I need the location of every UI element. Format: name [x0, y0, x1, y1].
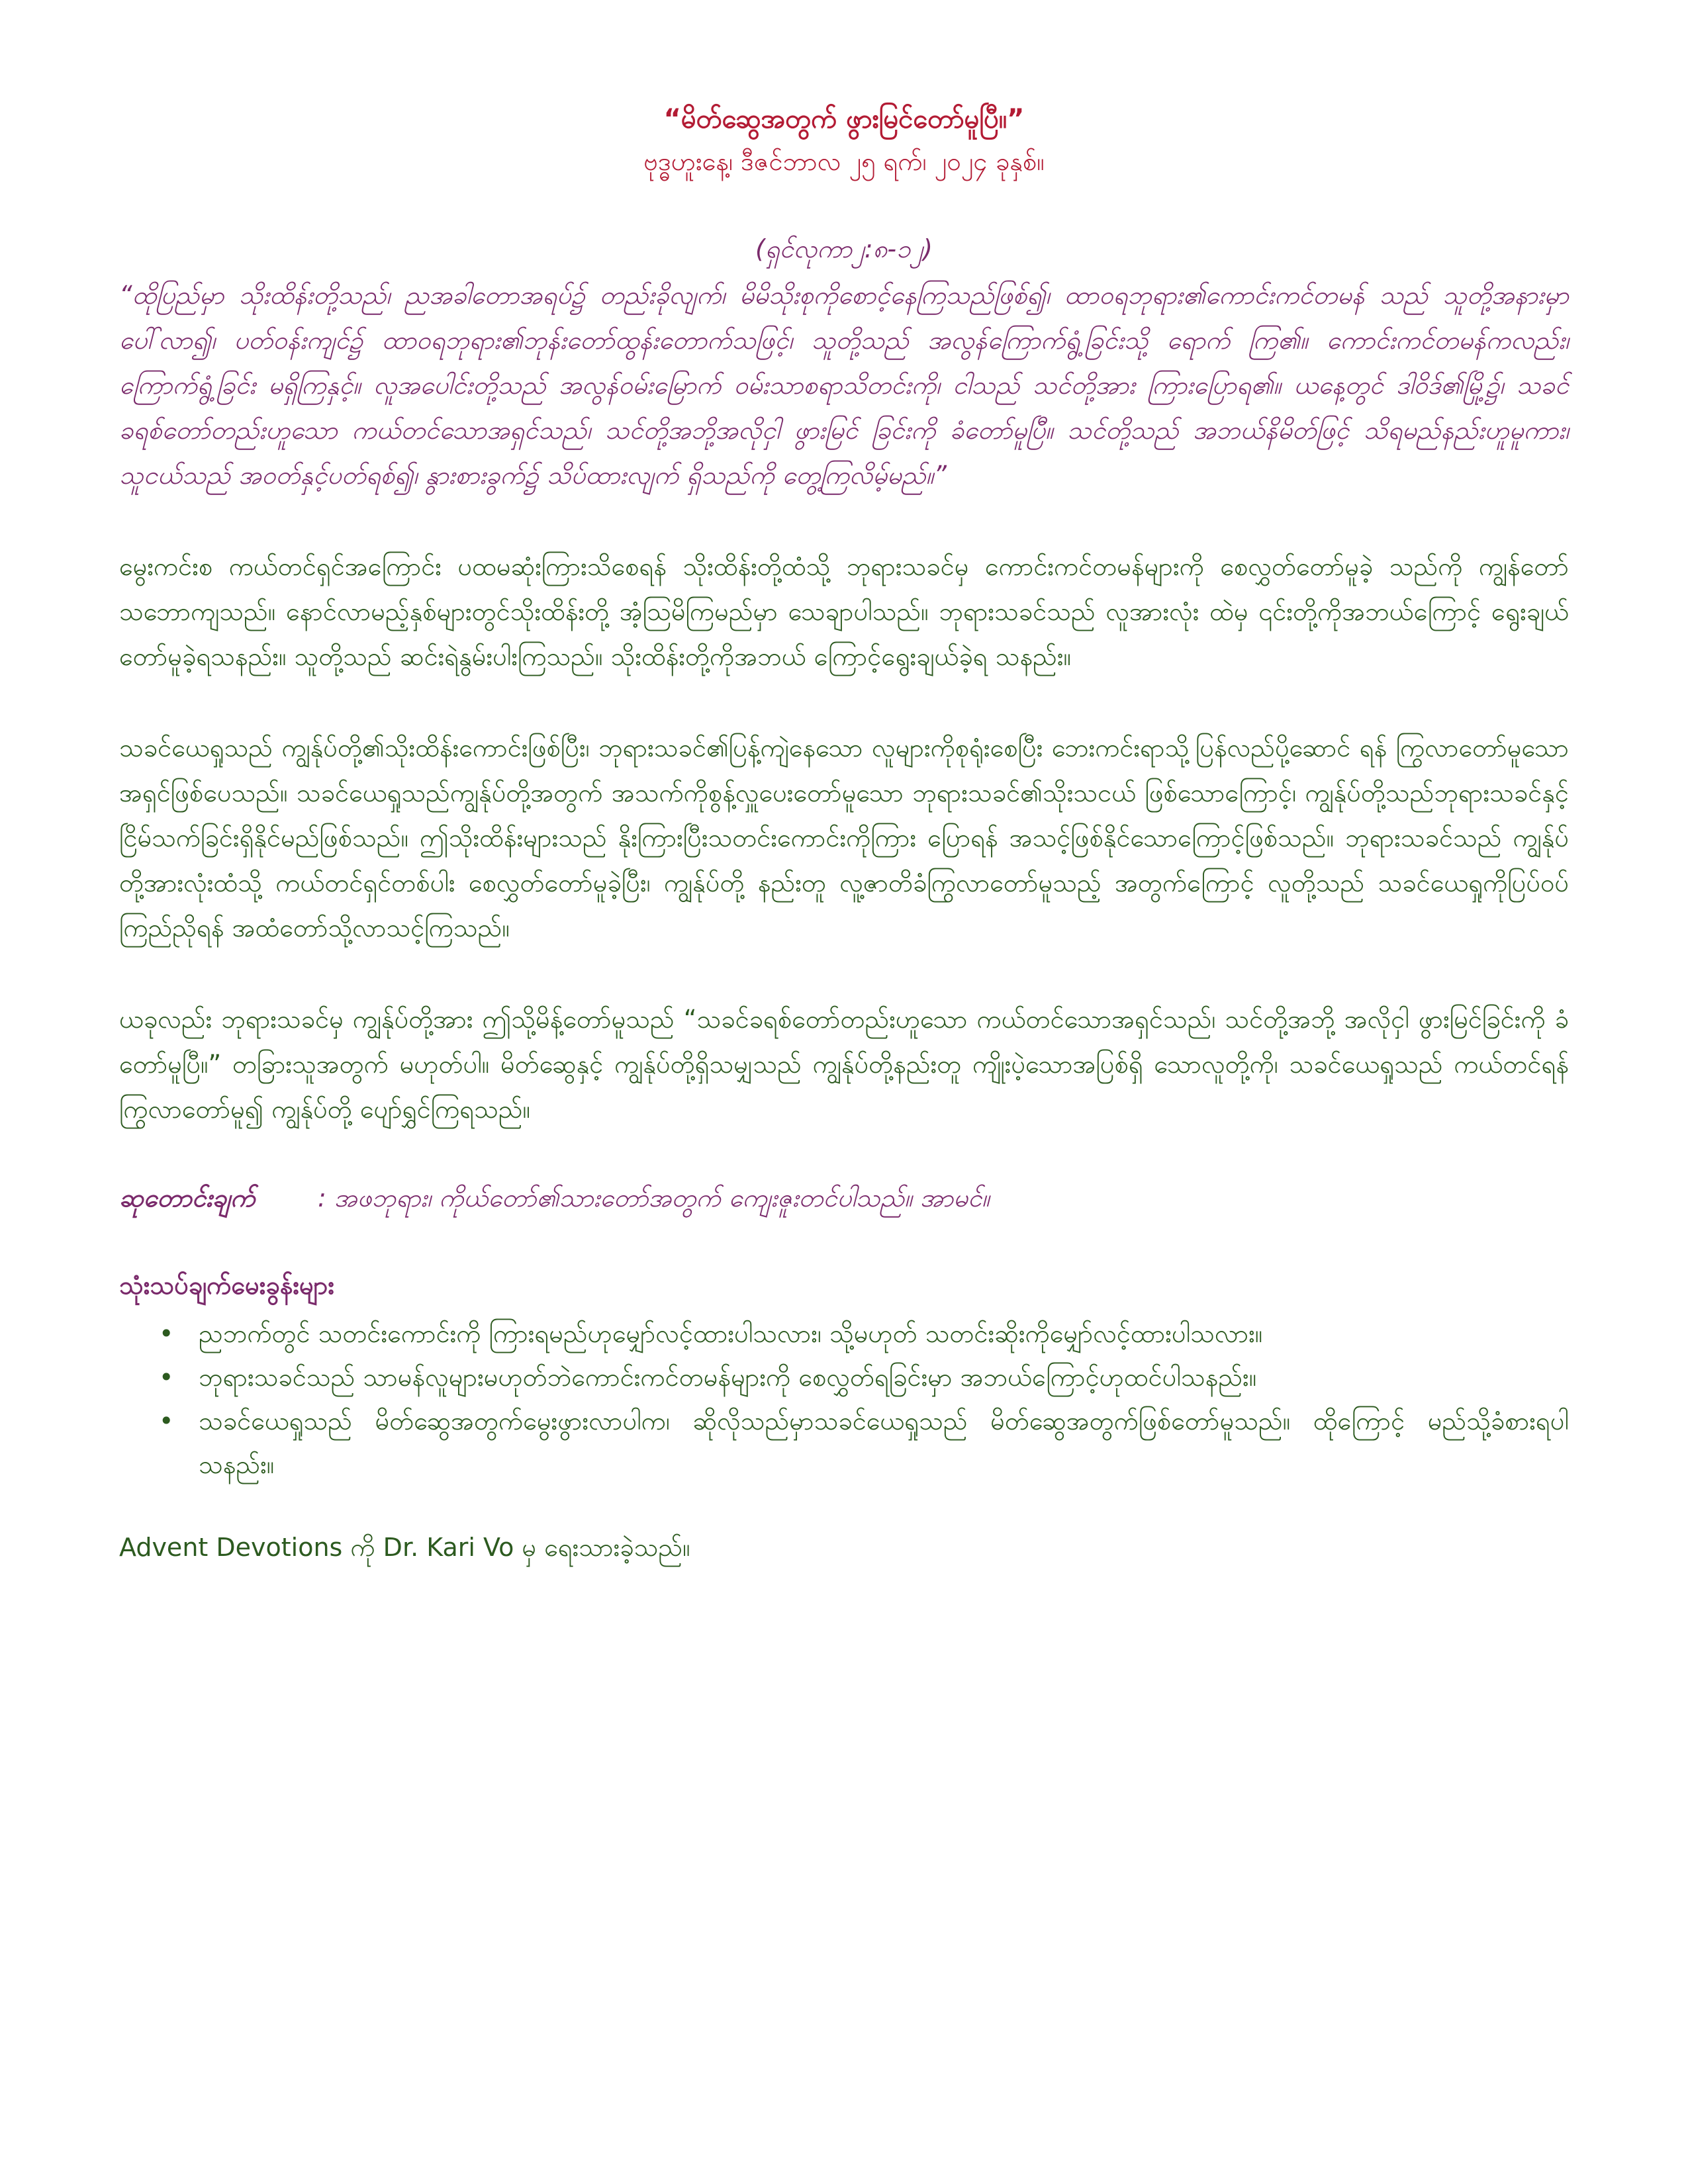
questions-list [119, 1312, 1569, 1486]
body-paragraph-1: မွေးကင်းစ ကယ်တင်ရှင်အကြောင်း ပထမဆုံးကြားသိစေရန် သိုးထိန်းတို့ထံသို့ ဘုရားသခင်မှ ကောင်းကင်တမန်များကို စေလွှတ်တော်မူခဲ့ သည်ကို ကျွန်တော်သဘောကျသည်။ နောင်လာမည့်နှစ်များတွင်သိုးထိန်းတို့ အံ့သြမိကြမည်မှာ သေချာပါသည်။ ဘုရားသခင်သည် လူအားလုံး ထဲမှ ၎င်းတို့ကိုအဘယ်ကြောင့် ရွေးချယ်တော်မူခဲ့ရသနည်း။ သူတို့သည် ဆင်းရဲနွမ်းပါးကြသည်။ သိုးထိန်းတို့ကိုအဘယ် ကြောင့်ရွေးချယ်ခဲ့ရ သနည်း။ [119, 552, 1569, 671]
page-title: “မိတ်ဆွေအတွက် ဖွားမြင်တော်မူပြီ။” [663, 104, 1025, 134]
author-credit: Advent Devotions ကို Dr. Kari Vo မှ ရေးသားခဲ့သည်။ [119, 1533, 690, 1562]
prayer-label: ဆုတောင်းချက် [119, 1183, 256, 1212]
question-text: ညဘက်တွင် သတင်းကောင်းကို ကြားရမည်ဟုမျှော်လင့်ထားပါသလား၊ သို့မဟုတ် သတင်းဆိုးကိုမျှော်လင့်ထားပါသလား။ [199, 1319, 1263, 1348]
questions-heading: သုံးသပ်ချက်မေးခွန်းများ [119, 1271, 335, 1300]
list-item [159, 1312, 1569, 1355]
prayer-line [119, 1177, 1569, 1219]
question-text: ဘုရားသခင်သည် သာမန်လူများမဟုတ်ဘဲကောင်းကင်တမန်များကို စေလွှတ်ရခြင်းမှာ အဘယ်ကြောင့်ဟုထင်ပါသနည်း။ [199, 1363, 1257, 1392]
scripture-text: “ထိုပြည်မှာ သိုးထိန်းတို့သည်၊ ညအခါတောအရပ်၌ တည်းခိုလျက်၊ မိမိသိုးစုကိုစောင့်နေကြသည်ဖြစ်၍၊ ထာဝရဘုရား၏ကောင်းကင်တမန် သည် သူတို့အနားမှာပေါ်လာ၍၊ ပတ်ဝန်းကျင်၌ ထာဝရဘုရား၏ဘုန်းတော်ထွန်းတောက်သဖြင့်၊ သူတို့သည် အလွန်ကြောက်ရွံ့ခြင်းသို့ ရောက် ကြ၏။ ကောင်းကင်တမန်ကလည်း၊ ကြောက်ရွံ့ခြင်း မရှိကြနှင့်။ လူအပေါင်းတို့သည် အလွန်ဝမ်းမြောက် ဝမ်းသာစရာသိတင်းကို၊ ငါသည် သင်တို့အား ကြားပြောရ၏။ ယနေ့တွင် ဒါဝိဒ်၏မြို့၌၊ သခင်ခရစ်တော်တည်းဟူသော ကယ်တင်သောအရှင်သည်၊ သင်တို့အဘို့အလိုငှါ ဖွားမြင် ခြင်းကို ခံတော်မူပြီ။ သင်တို့သည် အဘယ်နိမိတ်ဖြင့် သိရမည်နည်းဟူမူကား၊ သူငယ်သည် အဝတ်နှင့်ပတ်ရစ်၍၊ နွားစားခွက်၌ သိပ်ထားလျက် ရှိသည်ကို တွေ့ကြလိမ့်မည်။” [119, 281, 1569, 490]
prayer-text: : အဖဘုရား၊ ကိုယ်တော်၏သားတော်အတွက် ကျေးဇူးတင်ပါသည်။ အာမင်။ [318, 1183, 990, 1212]
bullet-icon: • [159, 1363, 174, 1392]
list-item [159, 1399, 1569, 1486]
list-item [159, 1355, 1569, 1399]
bullet-icon: • [159, 1319, 174, 1348]
body-paragraph-2: သခင်ယေရှုသည် ကျွန်ုပ်တို့၏သိုးထိန်းကောင်းဖြစ်ပြီး၊ ဘုရားသခင်၏ပြန့်ကျဲနေသော လူများကိုစုရုံးစေပြီး ဘေးကင်းရာသို့ပြန်လည်ပို့ဆောင် ရန် ကြွလာတော်မူသောအရှင်ဖြစ်ပေသည်။ သခင်ယေရှုသည်ကျွန်ုပ်တို့အတွက် အသက်ကိုစွန့်လှူပေးတော်မူသော ဘုရားသခင်၏သိုးသငယ် ဖြစ်သောကြောင့်၊ ကျွန်ုပ်တို့သည်ဘုရားသခင်နှင့် ငြိမ်သက်ခြင်းရှိနိုင်မည်ဖြစ်သည်။ ဤသိုးထိန်းများသည် နိုးကြားပြီးသတင်းကောင်းကိုကြား ပြောရန် အသင့်ဖြစ်နိုင်သောကြောင့်ဖြစ်သည်။ ဘုရားသခင်သည် ကျွန်ုပ်တို့အားလုံးထံသို့ ကယ်တင်ရှင်တစ်ပါး စေလွှတ်တော်မူခဲ့ပြီး၊ ကျွန်ုပ်တို့ နည်းတူ လူ့ဇာတိခံကြွလာတော်မူသည့် အတွက်ကြောင့် လူတို့သည် သခင်ယေရှုကိုပြပ်ဝပ်ကြည်ညိုရန် အထံတော်သို့လာသင့်ကြသည်။ [119, 733, 1569, 942]
devotion-page [119, 99, 1569, 1569]
date-line: ဗုဒ္ဓဟူးနေ့၊ ဒီဇင်ဘာလ ၂၅ ရက်၊ ၂၀၂၄ ခုနှစ်။ [643, 147, 1045, 176]
question-text: သခင်ယေရှုသည် မိတ်ဆွေအတွက်မွေးဖွားလာပါက၊ ဆိုလိုသည်မှာသခင်ယေရှုသည် မိတ်ဆွေအတွက်ဖြစ်တော်မူသည်။ ထိုကြောင့် မည်သို့ခံစားရပါသနည်း။ [199, 1406, 1569, 1479]
scripture-reference: (ရှင်လုကာ၂:၈-၁၂) [755, 234, 933, 263]
body-paragraph-3: ယခုလည်း ဘုရားသခင်မှ ကျွန်ုပ်တို့အား ဤသို့မိန့်တော်မူသည် “သခင်ခရစ်တော်တည်းဟူသော ကယ်တင်သောအရှင်သည်၊ သင်တို့အဘို့ အလိုငှါ ဖွားမြင်ခြင်းကို ခံတော်မူပြီ။” တခြားသူအတွက် မဟုတ်ပါ။ မိတ်ဆွေနှင့် ကျွန်ုပ်တို့ရှိသမျှသည် ကျွန်ုပ်တို့နည်းတူ ကျိုးပဲ့သောအပြစ်ရှိ သောလူတို့ကို၊ သခင်ယေရှုသည် ကယ်တင်ရန်ကြွလာတော်မူ၍ ကျွန်ုပ်တို့ ပျော်ရွှင်ကြရသည်။ [119, 1005, 1569, 1124]
bullet-icon: • [159, 1406, 174, 1435]
